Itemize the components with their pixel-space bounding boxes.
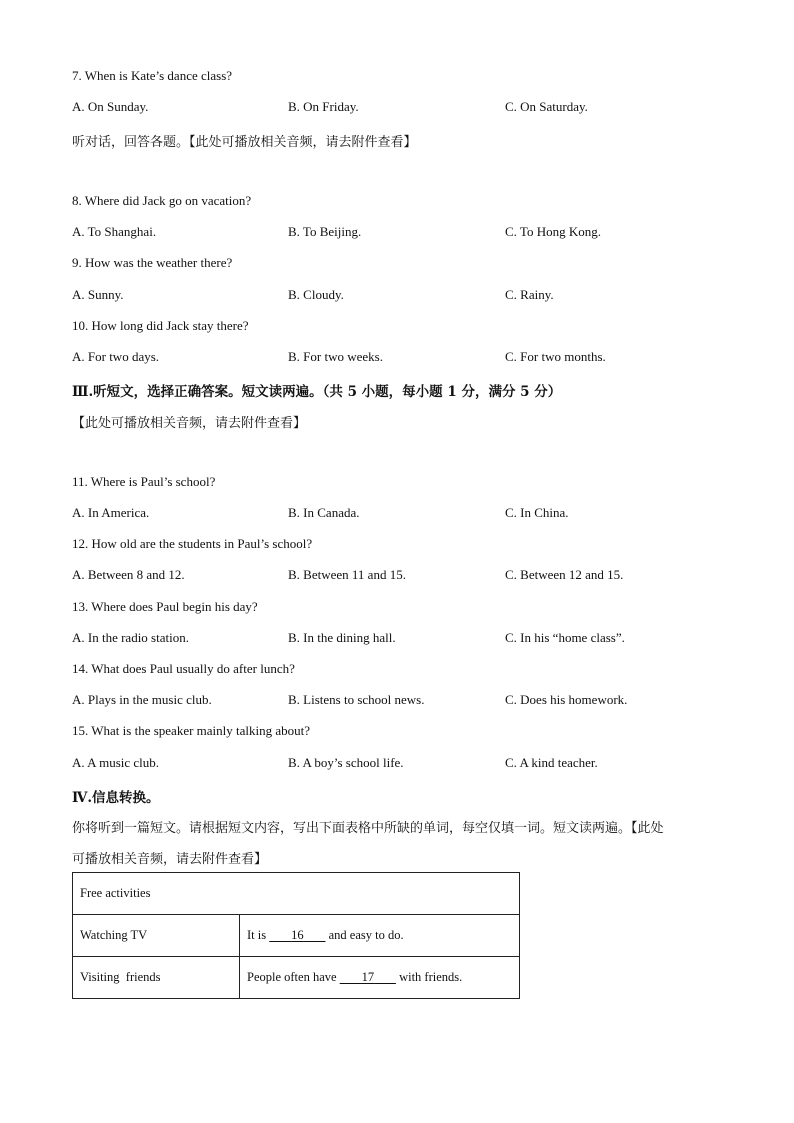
q7-option-a: A. On Sunday.	[72, 99, 149, 114]
question-13: 13. Where does Paul begin his day?	[72, 599, 258, 614]
q15-option-a: A. A music club.	[72, 755, 160, 770]
question-8: 8. Where did Jack go on vacation?	[72, 193, 252, 208]
q13-option-c: C. In his “home class”.	[505, 630, 625, 645]
q8-option-c: C. To Hong Kong.	[505, 224, 601, 239]
table-row	[73, 957, 520, 999]
answer-blank-17[interactable]	[340, 970, 396, 985]
q13-option-a: A. In the radio station.	[72, 630, 189, 645]
q10-option-a: A. For two days.	[72, 349, 160, 364]
q8-option-b: B. To Beijing.	[288, 224, 362, 239]
description-text: People often have	[247, 970, 340, 984]
question-14: 14. What does Paul usually do after lunch?	[72, 661, 295, 676]
activity-cell: Visiting friends	[73, 957, 240, 999]
description-cell	[240, 915, 520, 957]
q14-option-b: B. Listens to school news.	[288, 692, 425, 707]
dialog-instruction: 听对话，回答各题。【此处可播放相关音频，请去附件查看】	[72, 135, 417, 150]
description-cell	[240, 957, 520, 999]
q14-option-c: C. Does his homework.	[505, 692, 628, 707]
question-12: 12. How old are the students in Paul’s school?	[72, 536, 313, 551]
q15-option-c: C. A kind teacher.	[505, 755, 598, 770]
section-3-title: Ⅲ.听短文，选择正确答案。短文读两遍。（共 5 小题，每小题 1 分，满分 5 分）	[72, 384, 562, 400]
info-table	[72, 872, 520, 999]
section-4-instruction-line-2: 可播放相关音频，请去附件查看】	[72, 852, 268, 867]
q12-option-a: A. Between 8 and 12.	[72, 567, 185, 582]
answer-blank-16[interactable]	[269, 928, 325, 943]
section-3-audio-note: 【此处可播放相关音频，请去附件查看】	[72, 416, 307, 431]
question-11: 11. Where is Paul’s school?	[72, 474, 216, 489]
section-4-title: Ⅳ.信息转换。	[72, 790, 160, 806]
activity-cell: Watching TV	[73, 915, 240, 957]
description-text: It is	[247, 928, 270, 942]
question-10: 10. How long did Jack stay there?	[72, 318, 249, 333]
q7-option-b: B. On Friday.	[288, 99, 359, 114]
q10-option-b: B. For two weeks.	[288, 349, 383, 364]
q7-option-c: C. On Saturday.	[505, 99, 588, 114]
q9-option-c: C. Rainy.	[505, 287, 554, 302]
q12-option-c: C. Between 12 and 15.	[505, 567, 624, 582]
description-text: and easy to do.	[325, 928, 404, 942]
q8-option-a: A. To Shanghai.	[72, 224, 157, 239]
q11-option-a: A. In America.	[72, 505, 150, 520]
blank-number: 16	[291, 928, 304, 942]
blank-number: 17	[361, 970, 375, 984]
section-4-instruction-line-1: 你将听到一篇短文。请根据短文内容，写出下面表格中所缺的单词，每空仅填一词。短文读两遍。【此处	[72, 821, 664, 836]
question-15: 15. What is the speaker mainly talking about?	[72, 723, 311, 738]
q12-option-b: B. Between 11 and 15.	[288, 567, 406, 582]
table-row	[73, 915, 520, 957]
question-9: 9. How was the weather there?	[72, 255, 233, 270]
q15-option-b: B. A boy’s school life.	[288, 755, 404, 770]
q13-option-b: B. In the dining hall.	[288, 630, 396, 645]
q9-option-a: A. Sunny.	[72, 287, 124, 302]
table-row	[73, 873, 520, 915]
q11-option-b: B. In Canada.	[288, 505, 360, 520]
description-text: with friends.	[395, 970, 463, 984]
q11-option-c: C. In China.	[505, 505, 569, 520]
table-header-cell: Free activities	[73, 873, 520, 915]
q10-option-c: C. For two months.	[505, 349, 606, 364]
q9-option-b: B. Cloudy.	[288, 287, 344, 302]
question-7: 7. When is Kate’s dance class?	[72, 68, 233, 83]
q14-option-a: A. Plays in the music club.	[72, 692, 212, 707]
